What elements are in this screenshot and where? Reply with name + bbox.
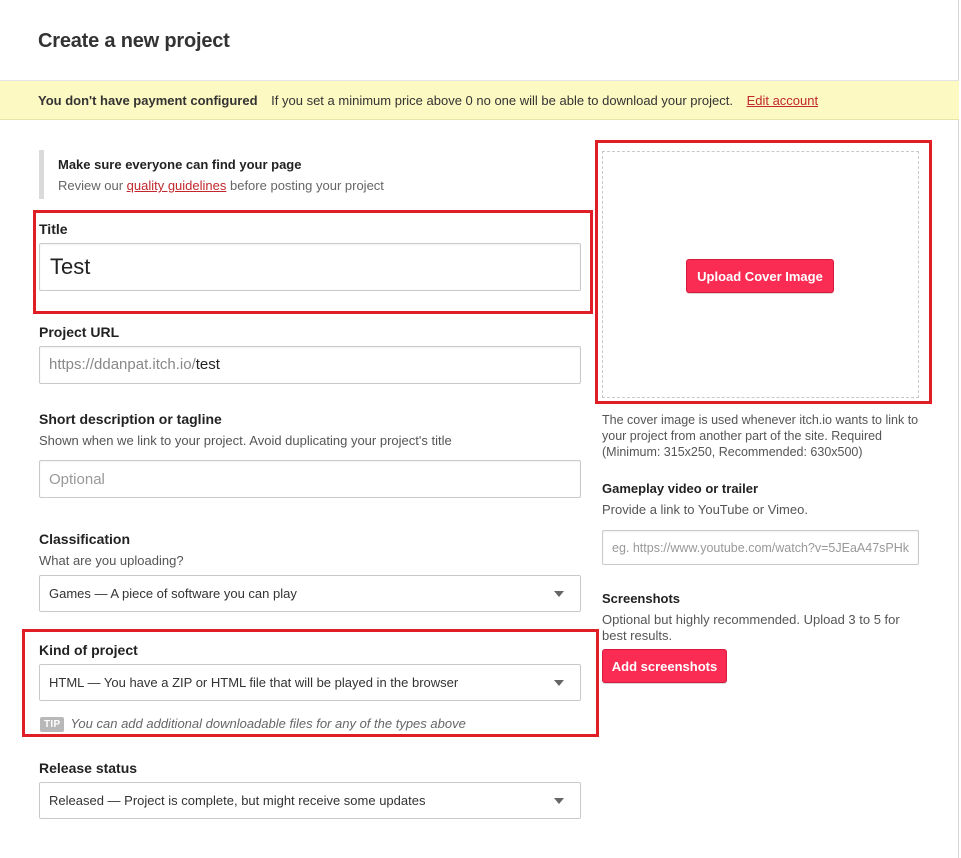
classification-select[interactable] bbox=[39, 575, 581, 612]
upload-cover-button[interactable]: Upload Cover Image bbox=[686, 259, 834, 293]
title-input[interactable] bbox=[39, 243, 581, 291]
info-text-before: Review our bbox=[58, 178, 127, 193]
info-text bbox=[58, 178, 579, 193]
classification-hint: What are you uploading? bbox=[39, 553, 184, 568]
add-screenshots-button[interactable]: Add screenshots bbox=[602, 649, 727, 683]
chevron-down-icon bbox=[554, 798, 564, 804]
project-url-label: Project URL bbox=[39, 324, 120, 340]
cover-note: The cover image is used whenever itch.io wants to link to your project from another part of the site. Required (Minimum: 315x250, Recommended: 630x500) bbox=[602, 413, 919, 459]
video-hint: Provide a link to YouTube or Vimeo. bbox=[602, 502, 808, 517]
info-title: Make sure everyone can find your page bbox=[58, 157, 302, 172]
release-value: Released — Project is complete, but might receive some updates bbox=[49, 793, 426, 808]
tagline-label: Short description or tagline bbox=[39, 411, 222, 427]
video-url-input[interactable] bbox=[602, 530, 919, 565]
kind-select[interactable] bbox=[39, 664, 581, 701]
page-title: Create a new project bbox=[38, 30, 230, 52]
notice-message: If you set a minimum price above 0 no one will be able to download your project. bbox=[271, 93, 733, 108]
classification-value: Games — A piece of software you can play bbox=[49, 586, 297, 601]
screenshots-label: Screenshots bbox=[602, 591, 681, 606]
payment-notice bbox=[0, 81, 959, 120]
tagline-hint: Shown when we link to your project. Avoid duplicating your project's title bbox=[39, 433, 452, 448]
tip-row bbox=[40, 716, 466, 732]
tip-text: You can add additional downloadable files for any of the types above bbox=[70, 716, 466, 731]
quality-guidelines-link[interactable]: quality guidelines bbox=[126, 178, 227, 193]
chevron-down-icon bbox=[554, 680, 564, 686]
release-select[interactable] bbox=[39, 782, 581, 819]
find-page-info bbox=[39, 150, 579, 199]
kind-value: HTML — You have a ZIP or HTML file that will be played in the browser bbox=[49, 675, 459, 690]
tagline-input[interactable] bbox=[39, 460, 581, 498]
screenshots-hint: Optional but highly recommended. Upload 3 to 5 for best results. bbox=[602, 612, 900, 643]
classification-label: Classification bbox=[39, 531, 131, 547]
project-url-input[interactable] bbox=[39, 346, 581, 384]
release-label: Release status bbox=[39, 760, 138, 776]
url-slug: test bbox=[195, 356, 220, 373]
edit-account-link[interactable]: Edit account bbox=[746, 93, 819, 108]
notice-heading: You don't have payment configured bbox=[38, 93, 258, 108]
title-label: Title bbox=[39, 221, 68, 237]
chevron-down-icon bbox=[554, 591, 564, 597]
info-text-after: before posting your project bbox=[226, 178, 384, 193]
kind-label: Kind of project bbox=[39, 642, 138, 658]
url-prefix: https://ddanpat.itch.io/ bbox=[49, 356, 196, 373]
tip-badge: TIP bbox=[40, 717, 64, 732]
video-label: Gameplay video or trailer bbox=[602, 481, 759, 496]
